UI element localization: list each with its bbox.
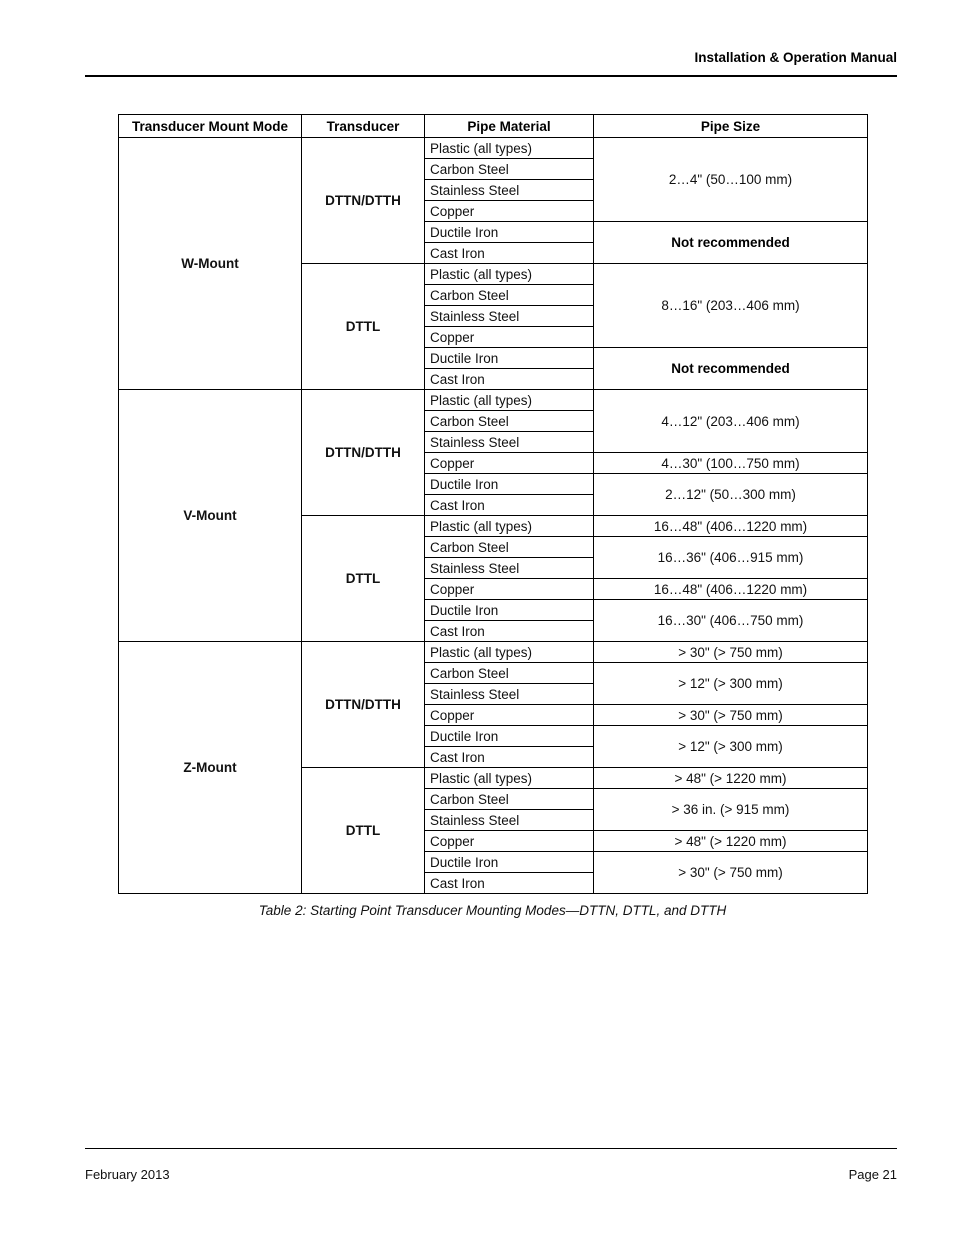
mount-mode-cell: V-Mount <box>119 390 302 642</box>
pipe-size-cell: > 48" (> 1220 mm) <box>594 831 868 852</box>
transducer-cell: DTTL <box>302 264 425 390</box>
pipe-material-cell: Copper <box>425 201 594 222</box>
mount-mode-cell: Z-Mount <box>119 642 302 894</box>
pipe-size-cell: 4…30" (100…750 mm) <box>594 453 868 474</box>
pipe-material-cell: Ductile Iron <box>425 852 594 873</box>
pipe-material-cell: Copper <box>425 579 594 600</box>
header-row <box>119 115 868 138</box>
pipe-size-cell: 16…48" (406…1220 mm) <box>594 516 868 537</box>
pipe-size-cell: > 12" (> 300 mm) <box>594 726 868 768</box>
pipe-material-cell: Carbon Steel <box>425 285 594 306</box>
pipe-material-cell: Stainless Steel <box>425 180 594 201</box>
pipe-material-cell: Ductile Iron <box>425 222 594 243</box>
pipe-material-cell: Stainless Steel <box>425 306 594 327</box>
pipe-size-cell: > 36 in. (> 915 mm) <box>594 789 868 831</box>
transducer-cell: DTTN/DTTH <box>302 138 425 264</box>
pipe-material-cell: Plastic (all types) <box>425 642 594 663</box>
pipe-material-cell: Ductile Iron <box>425 474 594 495</box>
pipe-size-cell: 8…16" (203…406 mm) <box>594 264 868 348</box>
pipe-size-cell: Not recommended <box>594 348 868 390</box>
column-header-pipe-size: Pipe Size <box>594 115 868 138</box>
pipe-size-cell: > 30" (> 750 mm) <box>594 642 868 663</box>
pipe-size-cell: > 30" (> 750 mm) <box>594 852 868 894</box>
pipe-size-cell: 2…4" (50…100 mm) <box>594 138 868 222</box>
pipe-material-cell: Stainless Steel <box>425 558 594 579</box>
pipe-material-cell: Plastic (all types) <box>425 516 594 537</box>
table-row <box>119 642 868 663</box>
pipe-material-cell: Cast Iron <box>425 495 594 516</box>
mounting-modes-table <box>118 114 868 894</box>
transducer-cell: DTTL <box>302 768 425 894</box>
column-header-transducer: Transducer <box>302 115 425 138</box>
pipe-size-cell: > 30" (> 750 mm) <box>594 705 868 726</box>
table-row <box>119 138 868 159</box>
pipe-material-cell: Cast Iron <box>425 621 594 642</box>
pipe-material-cell: Carbon Steel <box>425 159 594 180</box>
pipe-size-cell: 16…48" (406…1220 mm) <box>594 579 868 600</box>
pipe-size-cell: 16…36" (406…915 mm) <box>594 537 868 579</box>
pipe-material-cell: Plastic (all types) <box>425 768 594 789</box>
pipe-material-cell: Copper <box>425 453 594 474</box>
pipe-material-cell: Stainless Steel <box>425 684 594 705</box>
pipe-size-cell: Not recommended <box>594 222 868 264</box>
pipe-material-cell: Cast Iron <box>425 369 594 390</box>
pipe-material-cell: Carbon Steel <box>425 411 594 432</box>
pipe-material-cell: Cast Iron <box>425 873 594 894</box>
pipe-material-cell: Carbon Steel <box>425 789 594 810</box>
table-section <box>118 114 867 918</box>
table-caption: Table 2: Starting Point Transducer Mounting Modes—DTTN, DTTL, and DTTH <box>258 903 727 918</box>
pipe-material-cell: Carbon Steel <box>425 537 594 558</box>
mount-mode-cell: W-Mount <box>119 138 302 390</box>
page-header <box>85 50 897 77</box>
pipe-material-cell: Stainless Steel <box>425 810 594 831</box>
pipe-size-cell: > 12" (> 300 mm) <box>594 663 868 705</box>
pipe-material-cell: Plastic (all types) <box>425 138 594 159</box>
pipe-material-cell: Copper <box>425 831 594 852</box>
pipe-material-cell: Plastic (all types) <box>425 390 594 411</box>
pipe-material-cell: Stainless Steel <box>425 432 594 453</box>
transducer-cell: DTTN/DTTH <box>302 390 425 516</box>
transducer-cell: DTTN/DTTH <box>302 642 425 768</box>
pipe-material-cell: Ductile Iron <box>425 348 594 369</box>
table-row <box>119 390 868 411</box>
pipe-material-cell: Carbon Steel <box>425 663 594 684</box>
pipe-size-cell: 2…12" (50…300 mm) <box>594 474 868 516</box>
pipe-size-cell: > 48" (> 1220 mm) <box>594 768 868 789</box>
transducer-cell: DTTL <box>302 516 425 642</box>
pipe-size-cell: 4…12" (203…406 mm) <box>594 390 868 453</box>
pipe-material-cell: Cast Iron <box>425 747 594 768</box>
column-header-mount-mode: Transducer Mount Mode <box>119 115 302 138</box>
pipe-material-cell: Copper <box>425 705 594 726</box>
pipe-material-cell: Ductile Iron <box>425 600 594 621</box>
pipe-material-cell: Copper <box>425 327 594 348</box>
manual-title: Installation & Operation Manual <box>694 50 897 65</box>
column-header-pipe-material: Pipe Material <box>425 115 594 138</box>
pipe-material-cell: Cast Iron <box>425 243 594 264</box>
footer-page-number: Page 21 <box>848 1167 897 1182</box>
pipe-material-cell: Ductile Iron <box>425 726 594 747</box>
pipe-material-cell: Plastic (all types) <box>425 264 594 285</box>
footer-date: February 2013 <box>85 1167 170 1182</box>
page-footer <box>85 1148 897 1182</box>
pipe-size-cell: 16…30" (406…750 mm) <box>594 600 868 642</box>
